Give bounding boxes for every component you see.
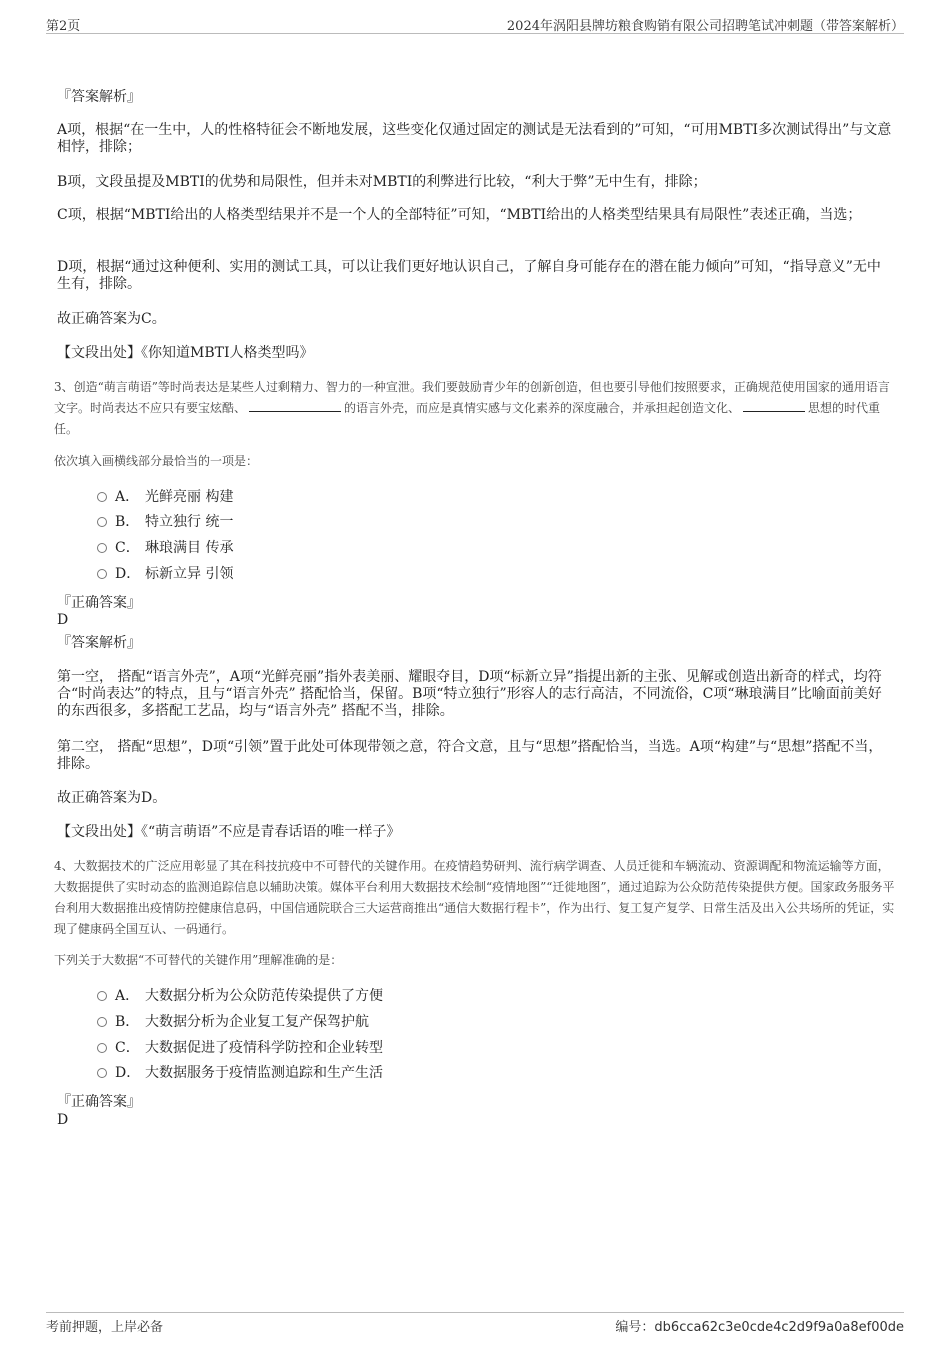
q3-analysis-label: 『答案解析』 [57,635,141,651]
q3-correct-answer: D [57,612,69,628]
q3-option-c[interactable]: C． 琳琅满目 传承 [97,540,233,557]
q3-option-b[interactable]: B． 特立独行 统一 [97,514,233,531]
page-number: 第2页 [46,19,81,34]
q3-stem-part1: 3、创造“萌言萌语”等时尚表达是某些人过剩精力、智力的一种宣泄。我们要鼓励青少年的创新创造，但也要引导他们按照要求，正确规范使用国家的通用语言文字。时尚表达不应只有要宝炫酷、 [54,380,890,415]
q3-prompt: 依次填入画横线部分最恰当的一项是： [54,454,259,468]
radio-icon[interactable] [97,1017,107,1027]
q3-analysis-2: 第二空， 搭配“思想”，D项“引领”置于此处可体现带领之意，符合文意，且与“思想”搭配恰当，当选。A项“构建”与“思想”搭配不当，排除。 [57,739,883,772]
q4-correct-answer: D [57,1112,69,1128]
q2-analysis-label: 『答案解析』 [57,89,141,105]
q4-correct-label: 『正确答案』 [57,1094,141,1110]
q3-conclusion: 故正确答案为D。 [57,790,167,806]
q2-analysis-b: B项，文段虽提及MBTI的优势和局限性，但并未对MBTI的利弊进行比较，“利大于弊”无中生有，排除； [57,174,707,190]
q3-correct-label: 『正确答案』 [57,595,141,611]
q2-analysis-d: D项，根据“通过这种便利、实用的测试工具，可以让我们更好地认识自己，了解自身可能存在的潜在能力倾向”可知，“指导意义”无中生有，排除。 [57,259,881,292]
q3-stem-part3: 思想的时代重任。 [54,401,881,436]
q2-source: 【文段出处】《你知道MBTI人格类型吗》 [57,345,314,361]
q4-option-a[interactable]: A． 大数据分析为公众防范传染提供了方便 [97,988,383,1005]
radio-icon[interactable] [97,517,107,527]
q2-conclusion: 故正确答案为C。 [57,311,166,327]
q3-stem-part2: 的语言外壳，而应是真情实感与文化素养的深度融合，并承担起创造文化、 [344,401,741,415]
document-code: 编号：db6cca62c3e0cde4c2d9f9a0a8ef00de [615,1320,904,1335]
radio-icon[interactable] [97,1043,107,1053]
radio-icon[interactable] [97,543,107,553]
radio-icon[interactable] [97,1068,107,1078]
q3-blank-2 [743,399,805,412]
q3-analysis-1: 第一空， 搭配“语言外壳”，A项“光鲜亮丽”指外表美丽、耀眼夺目，D项“标新立异”指提出新的主张、见解或创造出新奇的样式，均符合“时尚表达”的特点，且与“语言外壳” 搭配恰当，保留。B项“特立独行”形容人的志行高洁，不同流俗，C项“琳琅满目”比喻面前美好的东西很多，多搭配工艺品，均与“语言外壳” 搭配不当，排除。 [57,669,882,719]
q4-prompt: 下列关于大数据“不可替代的关键作用”理解准确的是： [54,953,343,967]
document-title: 2024年涡阳县牌坊粮食购销有限公司招聘笔试冲刺题（带答案解析） [506,19,904,34]
q3-source: 【文段出处】《“萌言萌语”不应是青春话语的唯一样子》 [57,824,401,840]
footer-slogan: 考前押题，上岸必备 [46,1320,164,1335]
q3-option-d[interactable]: D． 标新立异 引领 [97,566,233,583]
q4-option-b[interactable]: B． 大数据分析为企业复工复产保驾护航 [97,1014,369,1031]
q4-option-d[interactable]: D． 大数据服务于疫情监测追踪和生产生活 [97,1065,383,1082]
radio-icon[interactable] [97,991,107,1001]
radio-icon[interactable] [97,492,107,502]
q2-analysis-a: A项，根据“在一生中，人的性格特征会不断地发展，这些变化仅通过固定的测试是无法看到的”可知，“可用MBTI多次测试得出”与文意相悖，排除； [57,122,892,155]
page-header [46,15,904,34]
q3-option-a[interactable]: A． 光鲜亮丽 构建 [97,489,233,506]
q4-stem: 4、大数据技术的广泛应用彰显了其在科技抗疫中不可替代的关键作用。在疫情趋势研判、流行病学调查、人员迁徙和车辆流动、资源调配和物流运输等方面，大数据提供了实时动态的监测追踪信息以辅助决策。媒体平台利用大数据技术绘制“疫情地图”“迁徙地图”，通过追踪为公众防范传染提供方便。国家政务服务平台利用大数据推出疫情防控健康信息码，中国信通院联合三大运营商推出“通信大数据行程卡”，作为出行、复工复产复学、日常生活及出入公共场所的凭证，实现了健康码全国互认、一码通行。 [54,859,895,936]
page-footer [46,1312,904,1333]
q3-blank-1 [249,399,341,412]
radio-icon[interactable] [97,569,107,579]
q2-analysis-c: C项，根据“MBTI给出的人格类型结果并不是一个人的全部特征”可知，“MBTI给出的人格类型结果具有局限性”表述正确，当选； [57,207,862,223]
q3-stem [54,377,896,440]
q4-option-c[interactable]: C． 大数据促进了疫情科学防控和企业转型 [97,1040,383,1057]
